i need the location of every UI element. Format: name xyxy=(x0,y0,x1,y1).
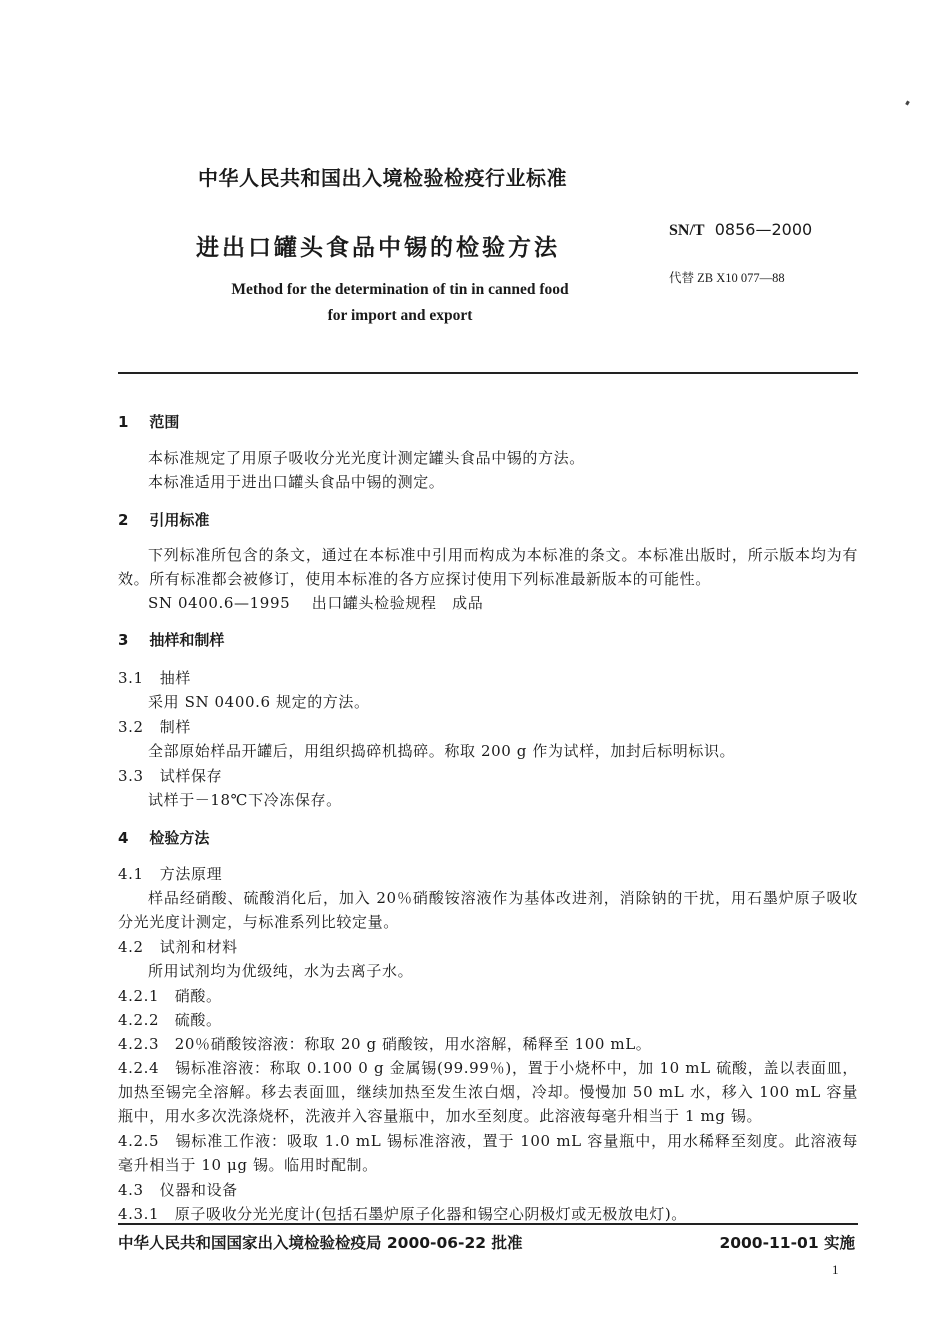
section-number: 1 xyxy=(118,413,129,431)
subsection-3-2-heading xyxy=(118,715,191,739)
subsection-number: 4.1 xyxy=(118,865,144,883)
reference-title: 出口罐头检验规程 成品 xyxy=(311,594,484,612)
subsection-4-2-heading xyxy=(118,935,238,959)
header-divider xyxy=(118,372,858,374)
section-number: 3 xyxy=(118,631,129,649)
section-title: 范围 xyxy=(149,413,180,431)
subsection-number: 4.2 xyxy=(118,938,144,956)
subsection-4-2-text: 所用试剂均为优级纯，水为去离子水。 xyxy=(148,962,414,980)
subsection-4-1-text: 样品经硝酸、硫酸消化后，加入 20％硝酸铵溶液作为基体改进剂，消除钠的干扰，用石墨炉原子吸收分光光度计测定，与标准系列比较定量。 xyxy=(118,889,858,931)
section-4-heading xyxy=(118,827,209,848)
section-title: 检验方法 xyxy=(149,829,210,847)
item-4-2-1: 4.2.1 硝酸。 xyxy=(118,987,222,1005)
section-number: 4 xyxy=(118,829,129,847)
subsection-title: 试样保存 xyxy=(159,767,223,785)
item-4-2-2: 4.2.2 硫酸。 xyxy=(118,1011,222,1029)
footer-divider xyxy=(118,1223,858,1225)
subsection-3-3-text: 试样于－18℃下冷冻保存。 xyxy=(148,791,342,809)
subsection-title: 仪器和设备 xyxy=(159,1181,238,1199)
section-1-para-2: 本标准适用于进出口罐头食品中锡的测定。 xyxy=(148,473,445,491)
section-title: 引用标准 xyxy=(149,511,210,529)
section-2-heading xyxy=(118,509,209,530)
section-1-para-1: 本标准规定了用原子吸收分光光度计测定罐头食品中锡的方法。 xyxy=(148,449,585,467)
approval-note: 中华人民共和国国家出入境检验检疫局 2000-06-22 批准 xyxy=(118,1234,523,1252)
agency-standard-title: 中华人民共和国出入境检验检疫行业标准 xyxy=(198,166,567,190)
subsection-3-3-heading xyxy=(118,764,222,788)
item-4-2-5: 4.2.5 锡标准工作液：吸取 1.0 mL 锡标准溶液，置于 100 mL 容量瓶中，用水稀释至刻度。此溶液每毫升相当于 10 μg 锡。临用时配制。 xyxy=(118,1132,858,1174)
standard-code: 0856—2000 xyxy=(714,220,813,239)
subsection-number: 4.3 xyxy=(118,1181,144,1199)
section-2-para-1: 下列标准所包含的条文，通过在本标准中引用而构成为本标准的条文。本标准出版时，所示版本均为有效。所有标准都会被修订，使用本标准的各方应探讨使用下列标准最新版本的可能性。 xyxy=(118,546,858,588)
subsection-number: 3.2 xyxy=(118,718,144,736)
section-1-heading xyxy=(118,411,179,432)
reference-code: SN 0400.6—1995 xyxy=(148,594,291,612)
page-number: 1 xyxy=(832,1262,839,1277)
document-title: 进出口罐头食品中锡的检验方法 xyxy=(196,235,560,261)
subsection-3-1-heading xyxy=(118,666,191,690)
section-3-heading xyxy=(118,629,224,650)
item-4-2-4: 4.2.4 锡标准溶液：称取 0.100 0 g 金属锡(99.99％)，置于小烧杯中，加 10 mL 硫酸，盖以表面皿，加热至锡完全溶解。移去表面皿，继续加热至发生浓白烟，冷却。慢慢加 50 mL 水，移入 100 mL 容量瓶中，用水多次洗涤烧杯，洗液并入容量瓶中，加水至刻度。此溶液每毫升相当于 1 mg 锡。 xyxy=(118,1059,858,1125)
scan-speck xyxy=(905,101,910,106)
subsection-title: 试剂和材料 xyxy=(159,938,238,956)
subsection-title: 方法原理 xyxy=(159,865,223,883)
implementation-date: 2000-11-01 实施 xyxy=(719,1234,855,1252)
item-4-3-1: 4.3.1 原子吸收分光光度计(包括石墨炉原子化器和锡空心阴极灯或无极放电灯)。 xyxy=(118,1205,687,1223)
english-title-line1: Method for the determination of tin in canned food xyxy=(231,281,569,298)
section-number: 2 xyxy=(118,511,129,529)
subsection-4-3-heading xyxy=(118,1178,238,1202)
subsection-3-2-text: 全部原始样品开罐后，用组织捣碎机捣碎。称取 200 g 作为试样，加封后标明标识。 xyxy=(148,742,736,760)
subsection-title: 抽样 xyxy=(159,669,191,687)
english-title-line2: for import and export xyxy=(327,307,473,324)
subsection-number: 3.3 xyxy=(118,767,144,785)
subsection-4-1-heading xyxy=(118,862,222,886)
section-2-reference xyxy=(148,591,483,615)
item-4-2-3: 4.2.3 20％硝酸铵溶液：称取 20 g 硝酸铵，用水溶解，稀释至 100 mL。 xyxy=(118,1035,652,1053)
subsection-3-1-text: 采用 SN 0400.6 规定的方法。 xyxy=(148,693,370,711)
section-title: 抽样和制样 xyxy=(149,631,225,649)
subsection-title: 制样 xyxy=(159,718,191,736)
replaces-note: 代替 ZB X10 077—88 xyxy=(669,271,785,285)
standard-prefix: SN/T xyxy=(669,222,705,239)
subsection-number: 3.1 xyxy=(118,669,144,687)
standard-number xyxy=(669,220,812,240)
